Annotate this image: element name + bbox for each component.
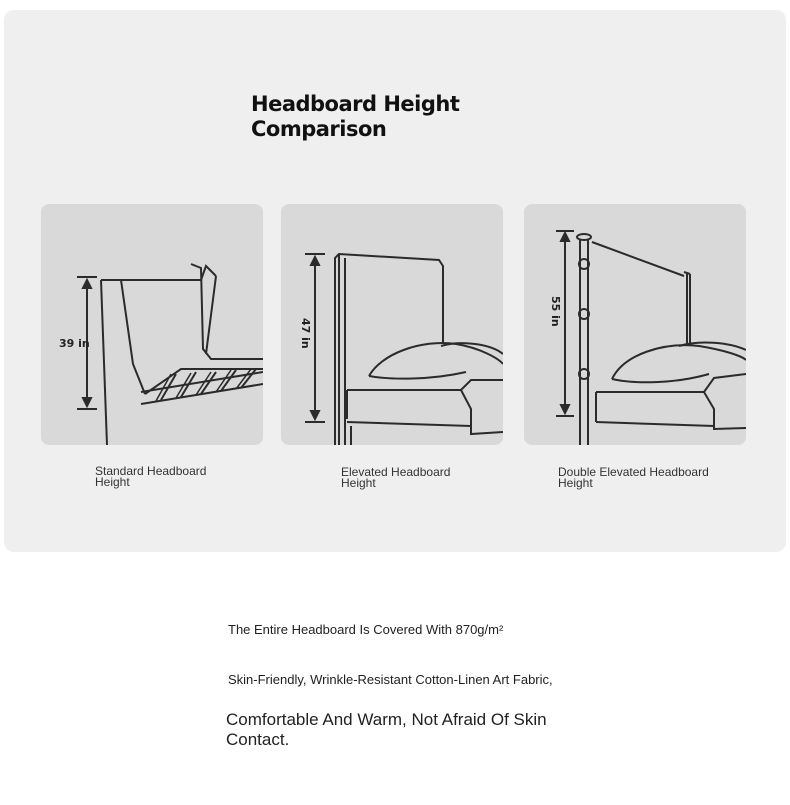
double-elevated-headboard-illustration (524, 204, 746, 445)
description-line-1: The Entire Headboard Is Covered With 870g/m² (228, 622, 504, 637)
double-elevated-headboard-card (524, 204, 746, 445)
double-elevated-caption: Double Elevated Headboard Height (558, 465, 709, 490)
description-line-2: Skin-Friendly, Wrinkle-Resistant Cotton-Linen Art Fabric, (228, 672, 553, 687)
elevated-caption: Elevated Headboard Height (341, 465, 451, 490)
elevated-headboard-illustration (281, 204, 503, 445)
standard-measure-label: 39 in (59, 337, 90, 350)
description-line-3: Comfortable And Warm, Not Afraid Of Skin Contact. (226, 710, 547, 749)
elevated-headboard-card (281, 204, 503, 445)
standard-headboard-illustration (41, 204, 263, 445)
double-elevated-measure-label: 55 in (549, 296, 562, 327)
page-title: Headboard Height Comparison (251, 92, 460, 141)
standard-headboard-card (41, 204, 263, 445)
elevated-measure-label: 47 in (299, 318, 312, 349)
standard-caption: Standard Headboard Height (95, 464, 207, 489)
